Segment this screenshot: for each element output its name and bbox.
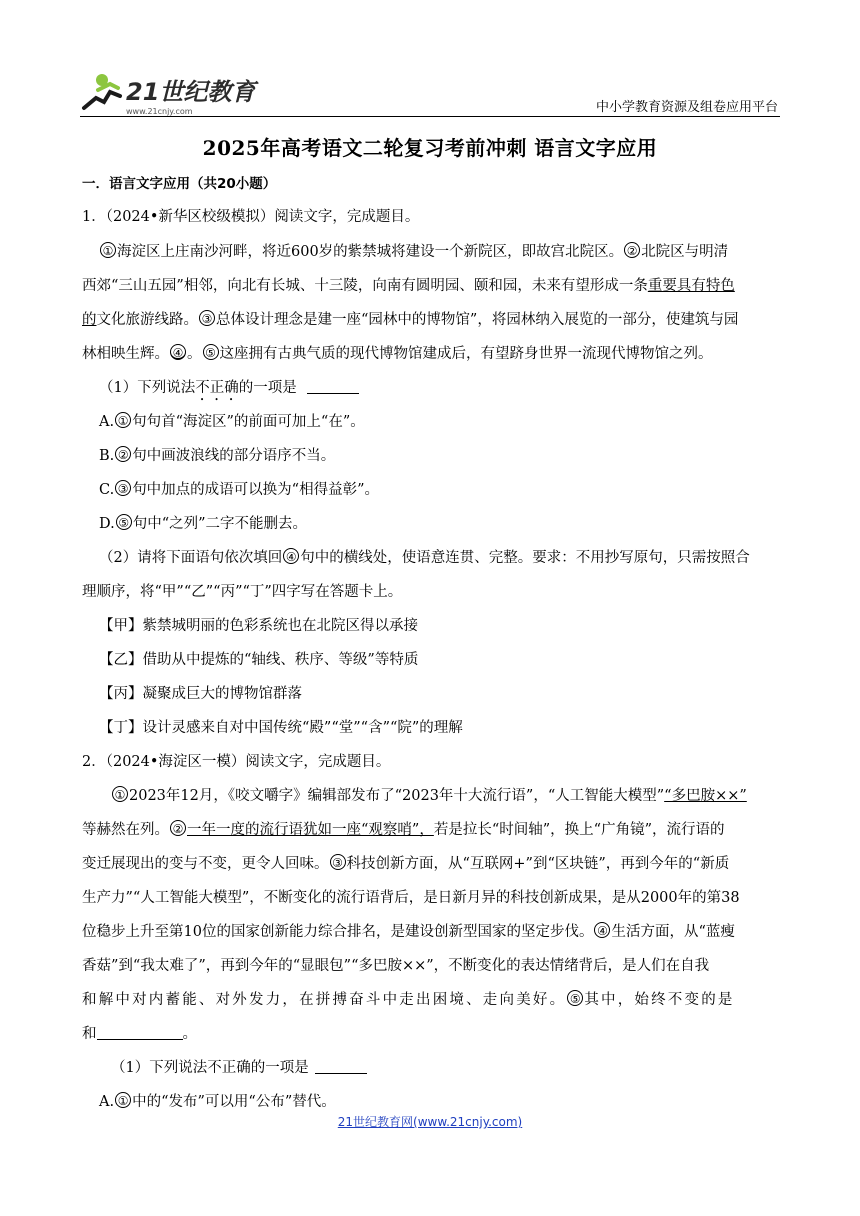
- q1-option-d: D. ⑤ 句中“之列”二字不能删去。: [99, 516, 308, 532]
- q1-sub2-line-2: 理顺序，将“甲”“乙”“丙”“丁”四字写在答题卡上。: [82, 584, 403, 600]
- q2-stem: 2．（2024•海淀区一模）阅读文字，完成题目。: [82, 754, 391, 770]
- q1-item-ding: 【丁】设计灵感来自对中国传统“殿”“堂”“含”“院”的理解: [99, 720, 463, 736]
- q1-sub2-line-1: （2）请将下面语句依次填回 ④ 句中的横线处，使语意连贯、完整。要求：不用抄写原句，只需按照合: [99, 550, 750, 566]
- q1-stem: 1．（2024•新华区校级模拟）阅读文字，完成题目。: [82, 209, 420, 225]
- q2-passage-line-6: 香菇”到“我太难了”，再到今年的“显眼包”“多巴胺××”，不断变化的表达情绪背后，是人们在自我: [82, 958, 710, 974]
- q1-sub1: （1）下列说法不正确的一项是: [99, 376, 359, 404]
- q1-passage-line-2: 西郊“三山五园”相邻，向北有长城、十三陵，向南有圆明园、颐和园，未来有望形成一条重要具有特色: [82, 278, 735, 294]
- page-title: 2025年高考语文二轮复习考前冲刺 语言文字应用: [202, 136, 658, 160]
- svg-text:21世纪教育: 21世纪教育: [126, 78, 256, 106]
- q2-passage-line-2: 等赫然在列。 ② 一年一度的流行语犹如一座“观察哨”，若是拉长“时间轴”，换上“广角镜”，流行语的: [82, 822, 725, 838]
- q1-option-a: A. ① 句句首“海淀区”的前面可加上“在”。: [99, 414, 365, 430]
- svg-text:www.21cnjy.com: www.21cnjy.com: [126, 107, 193, 116]
- q1-passage-line-4: 林相映生辉。 ④ 。 ⑤ 这座拥有古典气质的现代博物馆建成后，有望跻身世界一流现代博物馆之列。: [82, 346, 713, 362]
- q1-option-c: C. ③ 句中加点的成语可以换为“相得益彰”。: [99, 482, 380, 498]
- q2-passage-line-4: 生产力”“人工智能大模型”，不断变化的流行语背后，是日新月异的科技创新成果，是从2000年的第38: [82, 890, 740, 906]
- q1-item-yi: 【乙】借助从中提炼的“轴线、秩序、等级”等特质: [99, 652, 419, 668]
- q1-item-bing: 【丙】凝聚成巨大的博物馆群落: [99, 686, 302, 702]
- q2-passage-line-7: 和解中对内蓄能、对外发力，在拼搏奋斗中走出困境、走向美好。 ⑤ 其中，始终不变的是: [82, 992, 735, 1008]
- q2-passage-line-8: 和 。: [82, 1026, 197, 1042]
- 21cnjy-logo: [80, 70, 260, 118]
- q1-option-b: B. ② 句中画波浪线的部分语序不当。: [99, 448, 336, 464]
- circle-num-1: ①: [100, 242, 116, 258]
- q2-option-a: A. ① 中的“发布”可以用“公布”替代。: [99, 1094, 336, 1110]
- q1-passage-line-1: ① 海淀区上庄南沙河畔，将近600岁的紫禁城将建设一个新院区，即故宫北院区。 ② 北院区与明清: [99, 240, 728, 261]
- header-divider: [80, 116, 780, 117]
- section-heading: 一．语言文字应用（共20小题）: [82, 176, 277, 192]
- q1-passage-line-3: 的文化旅游线路。 ③ 总体设计理念是建一座“园林中的博物馆”，将园林纳入展览的一部分，使建筑与园: [82, 312, 739, 328]
- q2-passage-line-3: 变迁展现出的变与不变，更令人回味。 ③ 科技创新方面，从“互联网+”到“区块链”，再到今年的“新质: [82, 856, 730, 872]
- q2-passage-line-5: 位稳步上升至第10位的国家创新能力综合排名，是建设创新型国家的坚定步伐。 ④ 生活方面，从“蓝瘦: [82, 924, 735, 940]
- footer: [0, 1113, 860, 1130]
- platform-name: 中小学教育资源及组卷应用平台: [595, 100, 778, 115]
- q1-item-jia: 【甲】紫禁城明丽的色彩系统也在北院区得以承接: [99, 618, 418, 634]
- footer-link[interactable]: 21世纪教育网(www.21cnjy.com): [337, 1115, 523, 1129]
- q2-passage-line-1: ① 2023年12月，《咬文嚼字》编辑部发布了“2023年十大流行语”，“人工智能大模型”“多巴胺××”: [111, 784, 747, 805]
- page-header: [80, 62, 780, 118]
- q2-sub1: （1）下列说法不正确的一项是: [111, 1056, 367, 1077]
